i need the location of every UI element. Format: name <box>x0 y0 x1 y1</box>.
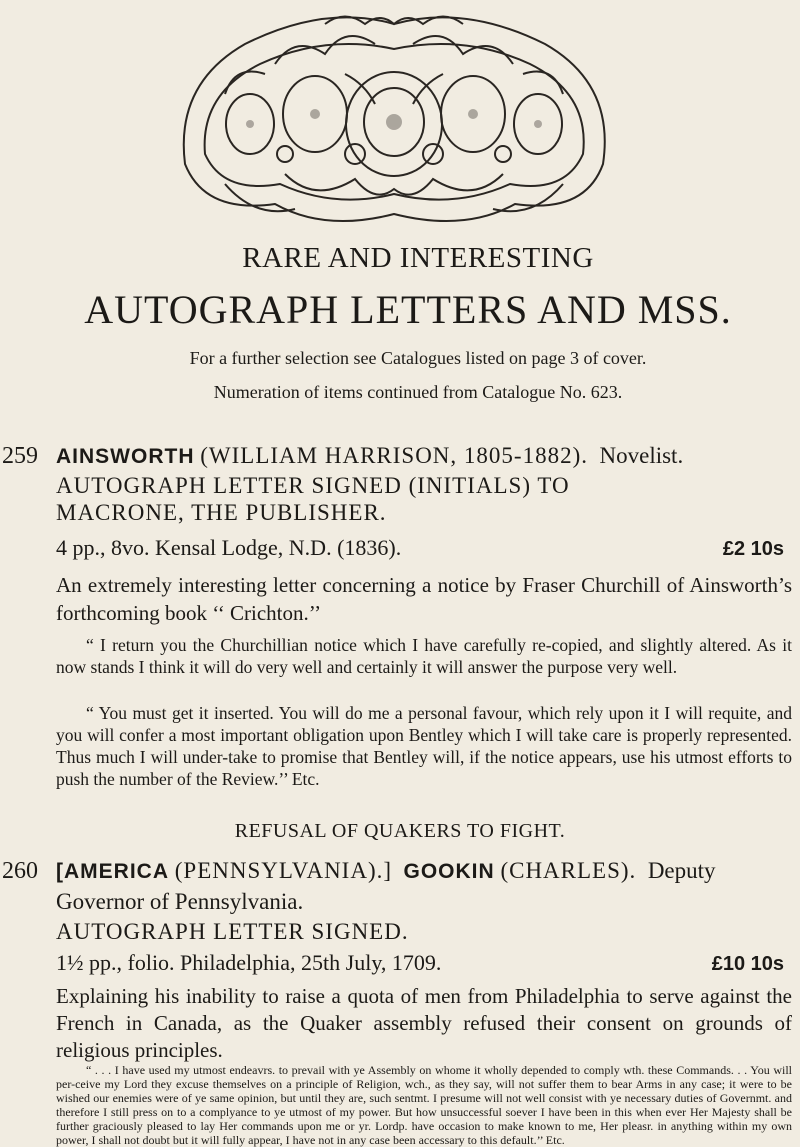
decorative-ornament-illustration <box>165 4 623 232</box>
lot-259-description: An extremely interesting letter concerning a notice by Fraser Churchill of Ainsworth’s forthcoming book ‘‘ Crichton.’’ <box>56 573 792 625</box>
header-title-rare: RARE AND INTERESTING <box>242 242 594 274</box>
lot-number: 260 <box>2 858 38 884</box>
lot-title-line <box>56 858 796 884</box>
lot-type-line-2: MACRONE, THE PUBLISHER. <box>56 500 387 525</box>
lot-type-line-1: AUTOGRAPH LETTER SIGNED. <box>56 919 409 944</box>
lot-260-description: Explaining his inability to raise a quota of men from Philadelphia to serve against the French in Canada, as the Quaker assembly refused their consent on grounds of religious principles. <box>56 984 792 1062</box>
lot-name-2: GOOKIN <box>403 860 495 883</box>
intro-line-numeration: Numeration of items continued from Catalogue No. 623. <box>213 382 623 402</box>
lot-259-details: 4 pp., 8vo. Kensal Lodge, N.D. (1836). <box>56 535 402 560</box>
lot-259-price: £2 10s <box>722 538 784 560</box>
lot-260-price: £10 10s <box>711 953 784 975</box>
header-title-autograph: AUTOGRAPH LETTERS AND MSS. <box>84 287 732 332</box>
lot-259-quote-1: “ I return you the Churchillian notice which I have carefully re-copied, and slightly altered. As it now stands I think it will do very well and certainly it will answer the purpose very well. <box>56 635 792 677</box>
lot-name-detail: (WILLIAM HARRISON, 1805-1882). <box>200 443 588 468</box>
lot-name: AINSWORTH <box>56 445 195 468</box>
lot-type-line-1: AUTOGRAPH LETTER SIGNED (INITIALS) TO <box>56 473 570 498</box>
ornament-svg <box>165 4 623 232</box>
lot-number: 259 <box>2 443 38 469</box>
lot-260-heading: REFUSAL OF QUAKERS TO FIGHT. <box>234 820 566 842</box>
lot-role: Deputy <box>647 858 716 883</box>
lot-role-line-2: Governor of Pennsylvania. <box>56 889 304 914</box>
lot-title-line <box>56 443 796 469</box>
lot-name-detail: (PENNSYLVANIA).] <box>174 858 393 883</box>
lot-259-quote-2: “ You must get it inserted. You will do me a personal favour, which rely upon it I will requite, and you will confer a most important obligation upon Bentley which I will take care is properly represented. Thus much I will under-take to promise that Bentley will, if the notice appears, use his utmost efforts to push the number of the Review.’’ Etc. <box>56 703 792 789</box>
intro-line-catalogues: For a further selection see Catalogues listed on page 3 of cover. <box>189 348 647 368</box>
lot-name-2-detail: (CHARLES). <box>500 858 637 883</box>
lot-260-quote: “ . . . I have used my utmost endeavrs. to prevail with ye Assembly on whome it wholly depended to comply wth. these Commands. . . You will per-ceive my Lord they excuse themselves on a principle of Religion, wch., as they say, will not suffer them to bear Arms in any case; it were to be wished our enemies were of ye same opinion, but until they are, such sentmt. I presume will not well consist with ye necessary duties of Governmt. and therefore I still press on to a complyance to ye utmost of my power. But how unsuccessful soever I have been in this when ever Her Majesty shall be further graciously pleased to lay Her commands upon me or yr. Lordp. have occasion to make known to me, Her pleasr. in anything within my own power, I shall not doubt but it will fully appear, I have not in any case been accessary to this default.’’ Etc. <box>56 1063 792 1147</box>
lot-role: Novelist. <box>599 443 684 468</box>
lot-260-details: 1½ pp., folio. Philadelphia, 25th July, 1709. <box>56 950 442 975</box>
lot-name: [AMERICA <box>56 860 169 883</box>
